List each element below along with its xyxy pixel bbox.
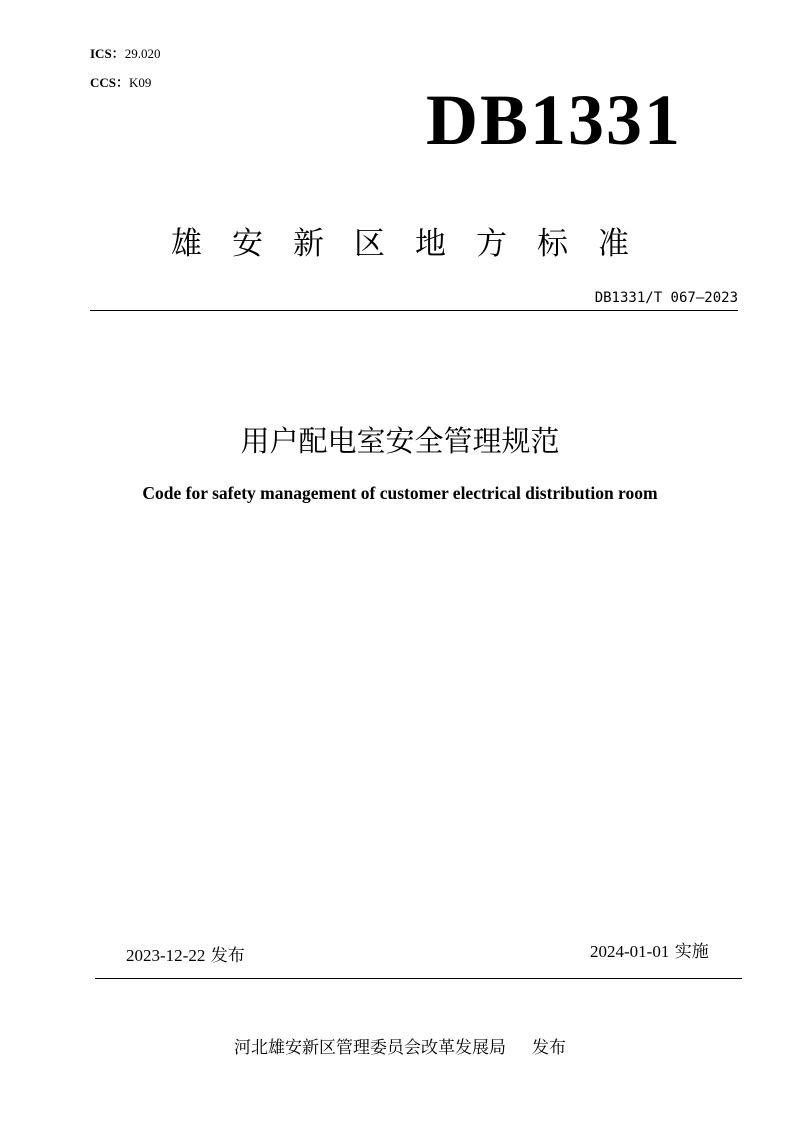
effective-date bbox=[590, 942, 709, 962]
standard-code-large: DB1331 bbox=[425, 80, 682, 160]
ccs-code bbox=[90, 72, 151, 91]
publisher-label: 发布 bbox=[532, 1038, 566, 1058]
top-divider bbox=[90, 310, 738, 311]
publish-date bbox=[126, 946, 245, 966]
ics-label: ICS： bbox=[90, 46, 125, 61]
publisher bbox=[0, 1038, 800, 1058]
ics-value: 29.020 bbox=[124, 46, 161, 61]
publish-date-value: 2023-12-22 bbox=[126, 946, 206, 965]
publisher-name: 河北雄安新区管理委员会改革发展局 bbox=[234, 1038, 506, 1058]
bottom-divider bbox=[95, 978, 742, 979]
standard-number: DB1331/T 067—2023 bbox=[594, 290, 738, 306]
title-english: Code for safety management of customer electrical distribution room bbox=[142, 483, 658, 503]
publish-date-label: 发布 bbox=[210, 946, 245, 966]
effective-date-value: 2024-01-01 bbox=[590, 942, 670, 961]
ics-code bbox=[90, 43, 160, 62]
ccs-label: CCS： bbox=[90, 75, 130, 90]
title-chinese: 用户配电室安全管理规范 bbox=[240, 424, 560, 458]
ccs-value: K09 bbox=[129, 75, 152, 90]
standard-type: 雄安新区地方标准 bbox=[171, 226, 659, 262]
effective-date-label: 实施 bbox=[674, 942, 709, 962]
